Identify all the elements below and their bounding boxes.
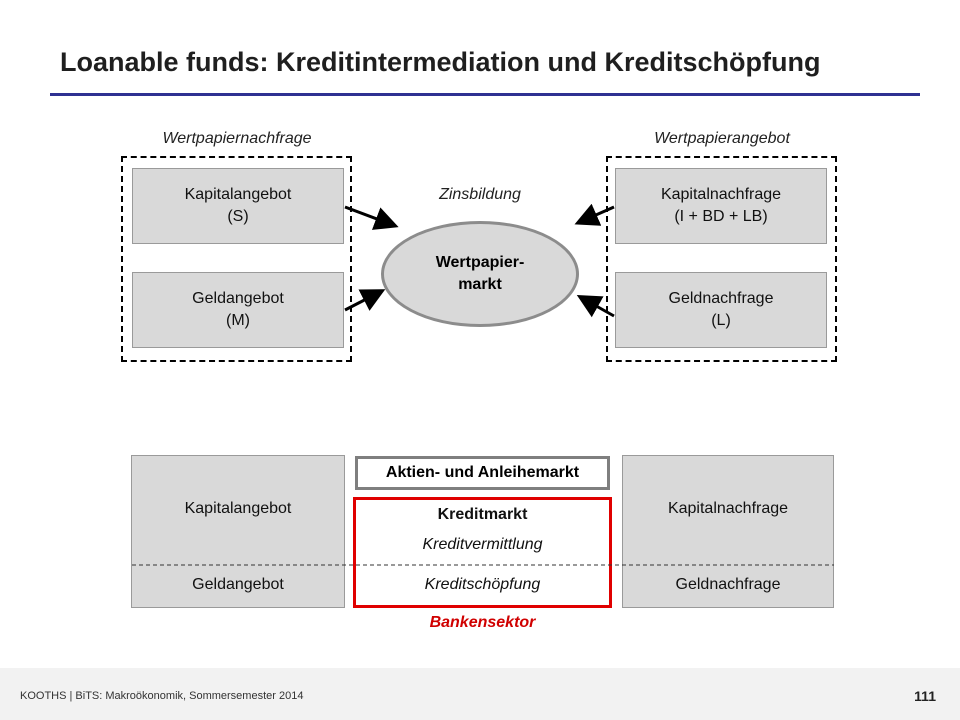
kapitalangebot-s-box — [132, 168, 344, 244]
geldangebot-m-box — [132, 272, 344, 348]
kapitalnachfrage-box — [615, 168, 827, 244]
kreditmarkt-label: Kreditmarkt — [437, 506, 528, 523]
geldnachfrage-l-box — [615, 272, 827, 348]
kapitalangebot-s-line1: Kapitalangebot — [184, 186, 292, 203]
wertpapiernachfrage-label: Wertpapiernachfrage — [162, 130, 312, 147]
geldnachfrage-l-line2: (L) — [711, 312, 731, 329]
kreditschoepfung-label: Kreditschöpfung — [424, 576, 541, 593]
bankensektor-label: Bankensektor — [429, 614, 536, 631]
geldangebot-m-line1: Geldangebot — [192, 290, 284, 307]
page-number: 111 — [914, 688, 936, 704]
kapitalangebot-s-line2: (S) — [227, 208, 249, 225]
wertpapiermarkt-line2: markt — [458, 276, 502, 293]
aktien-anleihemarkt-box: Aktien- und Anleihemarkt — [355, 456, 610, 490]
wertpapiermarkt-line1: Wertpapier- — [435, 254, 525, 271]
title-underline — [50, 93, 920, 96]
kapitalnachfrage-line1: Kapitalnachfrage — [660, 186, 782, 203]
page-title: Loanable funds: Kreditintermediation und Kreditschöpfung — [60, 47, 821, 77]
bottom-kapitalangebot: Kapitalangebot — [184, 500, 292, 517]
arrow-kapitalangebot — [345, 207, 393, 225]
geldangebot-m-line2: (M) — [226, 312, 250, 329]
kreditvermittlung-label: Kreditvermittlung — [422, 536, 543, 553]
bottom-geldangebot: Geldangebot — [192, 576, 284, 593]
footer-text: KOOTHS | BiTS: Makroökonomik, Sommersemester 2014 — [20, 690, 304, 702]
wertpapierangebot-label: Wertpapierangebot — [654, 130, 790, 147]
zinsbildung-label: Zinsbildung — [439, 186, 521, 203]
wertpapiermarkt-oval — [381, 221, 579, 327]
geldnachfrage-l-line1: Geldnachfrage — [668, 290, 774, 307]
bottom-geldnachfrage: Geldnachfrage — [675, 576, 781, 593]
bottom-kapitalnachfrage: Kapitalnachfrage — [667, 500, 789, 517]
kapitalnachfrage-line2: (I + BD + LB) — [674, 208, 768, 225]
